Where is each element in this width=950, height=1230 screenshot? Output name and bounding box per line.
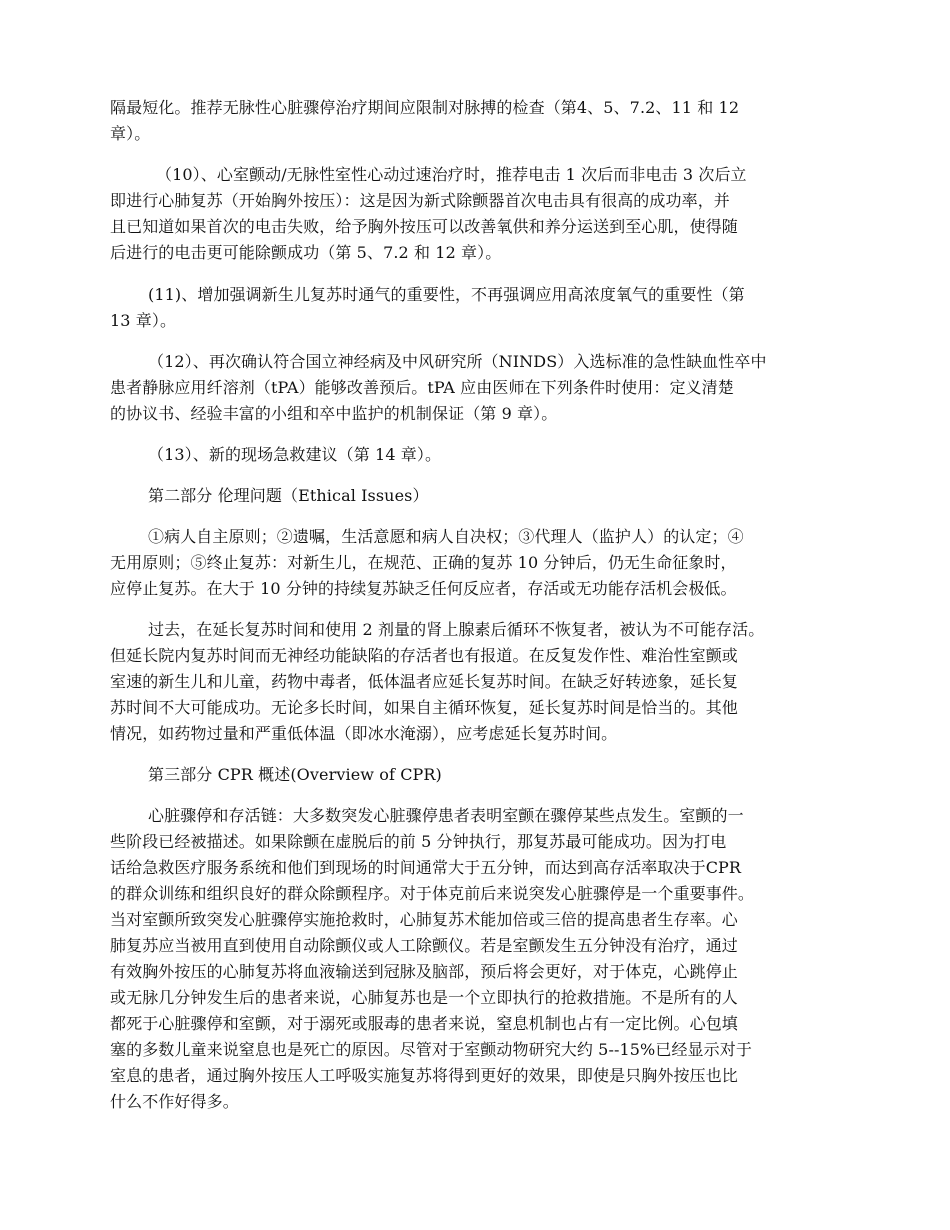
text-line: 话给急救医疗服务系统和他们到现场的时间通常大于五分钟，而达到高存活率取决于CPR [110,858,742,877]
section-heading: 第二部分 伦理问题（Ethical Issues） [148,486,429,505]
text-line: ①病人自主原则；②遗嘱，生活意愿和病人自决权；③代理人（监护人）的认定；④ [148,527,744,546]
text-line: 但延长院内复苏时间而无神经功能缺陷的存活者也有报道。在反复发作性、难治性室颤或 [110,646,738,665]
text-line: 且已知道如果首次的电击失败，给予胸外按压可以改善氧供和养分运送到至心肌，使得随 [110,217,738,236]
text-line: 当对室颤所致突发心脏骤停实施抢救时，心肺复苏术能加倍或三倍的提高患者生存率。心 [110,910,738,929]
text-line: 些阶段已经被描述。如果除颤在虚脱后的前 5 分钟执行，那复苏最可能成功。因为打电 [110,832,727,851]
text-line: 室速的新生儿和儿童，药物中毒者，低体温者应延长复苏时间。在缺乏好转迹象，延长复 [110,672,738,691]
text-line: 或无脉几分钟发生后的患者来说，心肺复苏也是一个立即执行的抢救措施。不是所有的人 [110,988,738,1007]
text-line: 无用原则；⑤终止复苏：对新生儿，在规范、正确的复苏 10 分钟后，仍无生命征象时， [110,553,737,572]
text-line: 章）。 [110,124,151,143]
text-line: 的协议书、经验丰富的小组和卒中监护的机制保证（第 9 章）。 [110,404,558,423]
text-line: 塞的多数儿童来说窒息也是死亡的原因。尽管对于室颤动物研究大约 5--15%已经显示对于 [110,1040,752,1059]
text-line: 肺复苏应当被用直到使用自动除颤仪或人工除颤仪。若是室颤发生五分钟没有治疗，通过 [110,936,738,955]
text-line: 苏时间不大可能成功。无论多长时间，如果自主循环恢复，延长复苏时间是恰当的。其他 [110,698,738,717]
text-line: （12）、再次确认符合国立神经病及中风研究所（NINDS）入选标准的急性缺血性卒中 [148,352,767,371]
text-line: 情况，如药物过量和严重低体温（即冰水淹溺），应考虑延长复苏时间。 [110,724,618,743]
text-line: 什么不作好得多。 [110,1092,239,1111]
text-line: 后进行的电击更可能除颤成功（第 5、7.2 和 12 章）。 [110,243,502,262]
text-line: 心脏骤停和存活链：大多数突发心脏骤停患者表明室颤在骤停某些点发生。室颤的一 [148,806,744,825]
text-line: 有效胸外按压的心肺复苏将血液输送到冠脉及脑部，预后将会更好，对于体克，心跳停止 [110,962,738,981]
text-line: 的群众训练和组织良好的群众除颤程序。对于体克前后来说突发心脏骤停是一个重要事件。 [110,884,755,903]
text-line: 患者静脉应用纤溶剂（tPA）能够改善预后。tPA 应由医师在下列条件时使用：定义清楚 [110,378,734,397]
text-line: （13）、新的现场急救建议（第 14 章）。 [148,445,442,464]
text-line: 过去，在延长复苏时间和使用 2 剂量的肾上腺素后循环不恢复者，被认为不可能存活。 [148,620,765,639]
text-line: 室息的患者，通过胸外按压人工呼吸实施复苏将得到更好的效果，即使是只胸外按压也比 [110,1066,738,1085]
text-line: 隔最短化。推荐无脉性心脏骤停治疗期间应限制对脉搏的检查（第4、5、7.2、11 和 12 [110,98,740,117]
section-heading: 第三部分 CPR 概述(Overview of CPR) [148,765,442,784]
text-line: （10）、心室颤动/无脉性室性心动过速治疗时，推荐电击 1 次后而非电击 3 次后立 [156,165,747,184]
text-line: 都死于心脏骤停和室颤，对于溺死或服毒的患者来说，窒息机制也占有一定比例。心包填 [110,1014,738,1033]
text-line: 13 章）。 [110,311,177,330]
text-line: 应停止复苏。在大于 10 分钟的持续复苏缺乏任何反应者，存活或无功能存活机会极低。 [110,579,737,598]
text-line: (11)、增加强调新生儿复苏时通气的重要性，不再强调应用高浓度氧气的重要性（第 [148,285,745,304]
text-line: 即进行心肺复苏（开始胸外按压）：这是因为新式除颤器首次电击具有很高的成功率，并 [110,191,730,210]
